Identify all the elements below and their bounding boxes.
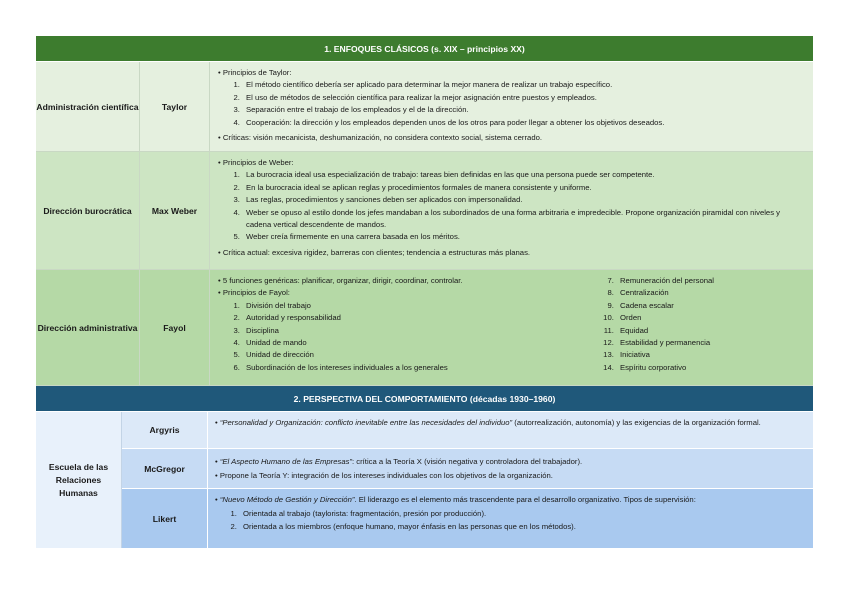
section1-header: 1. ENFOQUES CLÁSICOS (s. XIX – principios XX) bbox=[36, 36, 813, 62]
approach-cell: Administración científica bbox=[36, 62, 140, 151]
critique-text: • Crítica actual: excesiva rigidez, barreras con clientes; tendencia a estructuras más planas. bbox=[218, 247, 807, 259]
author-cell: Fayol bbox=[140, 270, 210, 385]
list-item: 4. Cooperación: la dirección y los empleados dependen unos de los otros para poder llegar a obtener los objetivos deseados. bbox=[242, 117, 807, 129]
fayol-left-column bbox=[218, 275, 596, 385]
row-mcgregor bbox=[122, 449, 813, 489]
principles-title: • Principios de Weber: bbox=[218, 157, 807, 169]
list-item: 11. Equidad bbox=[616, 325, 714, 337]
author-cell: McGregor bbox=[122, 449, 208, 488]
list-item: 3. Las reglas, procedimientos y sanciones deben ser aplicados con impersonalidad. bbox=[242, 194, 807, 206]
list-item: 3. Disciplina bbox=[242, 325, 596, 337]
list-item: 2. El uso de métodos de selección científica para realizar la mejor asignación entre puestos y empleados. bbox=[242, 92, 807, 104]
author-cell: Likert bbox=[122, 489, 208, 548]
work-title: “Personalidad y Organización: conflicto inevitable entre las necesidades del individuo” bbox=[219, 418, 513, 427]
list-item: 1. División del trabajo bbox=[242, 300, 596, 312]
list-item: 4. Unidad de mando bbox=[242, 337, 596, 349]
list-item: 12. Estabilidad y permanencia bbox=[616, 337, 714, 349]
author-cell: Max Weber bbox=[140, 152, 210, 269]
work-title: “Nuevo Método de Gestión y Dirección” bbox=[219, 495, 355, 504]
theory-y-text: • Propone la Teoría Y: integración de los intereses individuales con los objetivos de la organización. bbox=[215, 470, 807, 482]
list-item: 1. Orientada al trabajo (taylorista: fragmentación, presión por producción). bbox=[239, 508, 807, 520]
description-cell bbox=[208, 412, 813, 448]
description-cell bbox=[210, 62, 813, 151]
list-item: 2. Autoridad y responsabilidad bbox=[242, 312, 596, 324]
section2-body bbox=[36, 412, 813, 548]
work-description: (autorrealización, autonomía) y las exigencias de la organización formal. bbox=[512, 418, 761, 427]
principles-list bbox=[218, 169, 807, 243]
school-cell: Escuela de las Relaciones Humanas bbox=[36, 412, 122, 548]
approach-cell: Dirección administrativa bbox=[36, 270, 140, 385]
author-cell: Taylor bbox=[140, 62, 210, 151]
approach-cell: Dirección burocrática bbox=[36, 152, 140, 269]
author-cell: Argyris bbox=[122, 412, 208, 448]
list-item: 2. Orientada a los miembros (enfoque humano, mayor énfasis en las personas que en los métodos). bbox=[239, 521, 807, 533]
row-taylor bbox=[36, 62, 813, 152]
description-cell bbox=[208, 489, 813, 548]
section2-header: 2. PERSPECTIVA DEL COMPORTAMIENTO (décadas 1930–1960) bbox=[36, 386, 813, 412]
row-argyris bbox=[122, 412, 813, 449]
list-item: 8. Centralización bbox=[616, 287, 714, 299]
row-weber bbox=[36, 152, 813, 270]
principles-list-right bbox=[596, 275, 714, 385]
summary-table bbox=[36, 36, 813, 548]
list-item: 5. Unidad de dirección bbox=[242, 349, 596, 361]
list-item: 5. Weber creía firmemente en una carrera basada en los méritos. bbox=[242, 231, 807, 243]
list-item: 6. Subordinación de los intereses individuales a los generales bbox=[242, 362, 596, 374]
work-title: “El Aspecto Humano de las Empresas” bbox=[219, 457, 352, 466]
list-item: 1. La burocracia ideal usa especialización de trabajo: tareas bien definidas en las que una persona puede ser competente. bbox=[242, 169, 807, 181]
row-likert bbox=[122, 489, 813, 548]
list-item: 3. Separación entre el trabajo de los empleados y el de la dirección. bbox=[242, 104, 807, 116]
supervision-types-list bbox=[215, 508, 807, 533]
description-cell bbox=[210, 152, 813, 269]
list-item: 13. Iniciativa bbox=[616, 349, 714, 361]
list-item: 14. Espíritu corporativo bbox=[616, 362, 714, 374]
list-item: 7. Remuneración del personal bbox=[616, 275, 714, 287]
principles-title: • Principios de Taylor: bbox=[218, 67, 807, 79]
principles-list-left bbox=[218, 300, 596, 374]
list-item: 4. Weber se opuso al estilo donde los jefes mandaban a los subordinados de una forma arbitraria e impredecible. Propone organización piramidal con niveles y cadena vertical descendente de mandos. bbox=[242, 207, 807, 232]
list-item: 2. En la burocracia ideal se aplican reglas y procedimientos formales de manera consistente y uniforme. bbox=[242, 182, 807, 194]
list-item: 9. Cadena escalar bbox=[616, 300, 714, 312]
functions-text: • 5 funciones genéricas: planificar, organizar, dirigir, coordinar, controlar. bbox=[218, 275, 596, 287]
list-item: 10. Orden bbox=[616, 312, 714, 324]
list-item: 1. El método científico debería ser aplicado para determinar la mejor manera de realizar un trabajo específico. bbox=[242, 79, 807, 91]
section2-rows bbox=[122, 412, 813, 548]
description-cell bbox=[210, 270, 813, 385]
description-cell bbox=[208, 449, 813, 488]
principles-list bbox=[218, 79, 807, 129]
row-fayol bbox=[36, 270, 813, 386]
work-description: . El liderazgo es el elemento más trascendente para el desarrollo organizativo. Tipos de supervisión: bbox=[354, 495, 696, 504]
work-description: : crítica a la Teoría X (visión negativa y controladora del trabajador). bbox=[352, 457, 583, 466]
critique-text: • Críticas: visión mecanicista, deshumanización, no considera contexto social, sistema cerrado. bbox=[218, 132, 807, 144]
principles-title: • Principios de Fayol: bbox=[218, 287, 596, 299]
